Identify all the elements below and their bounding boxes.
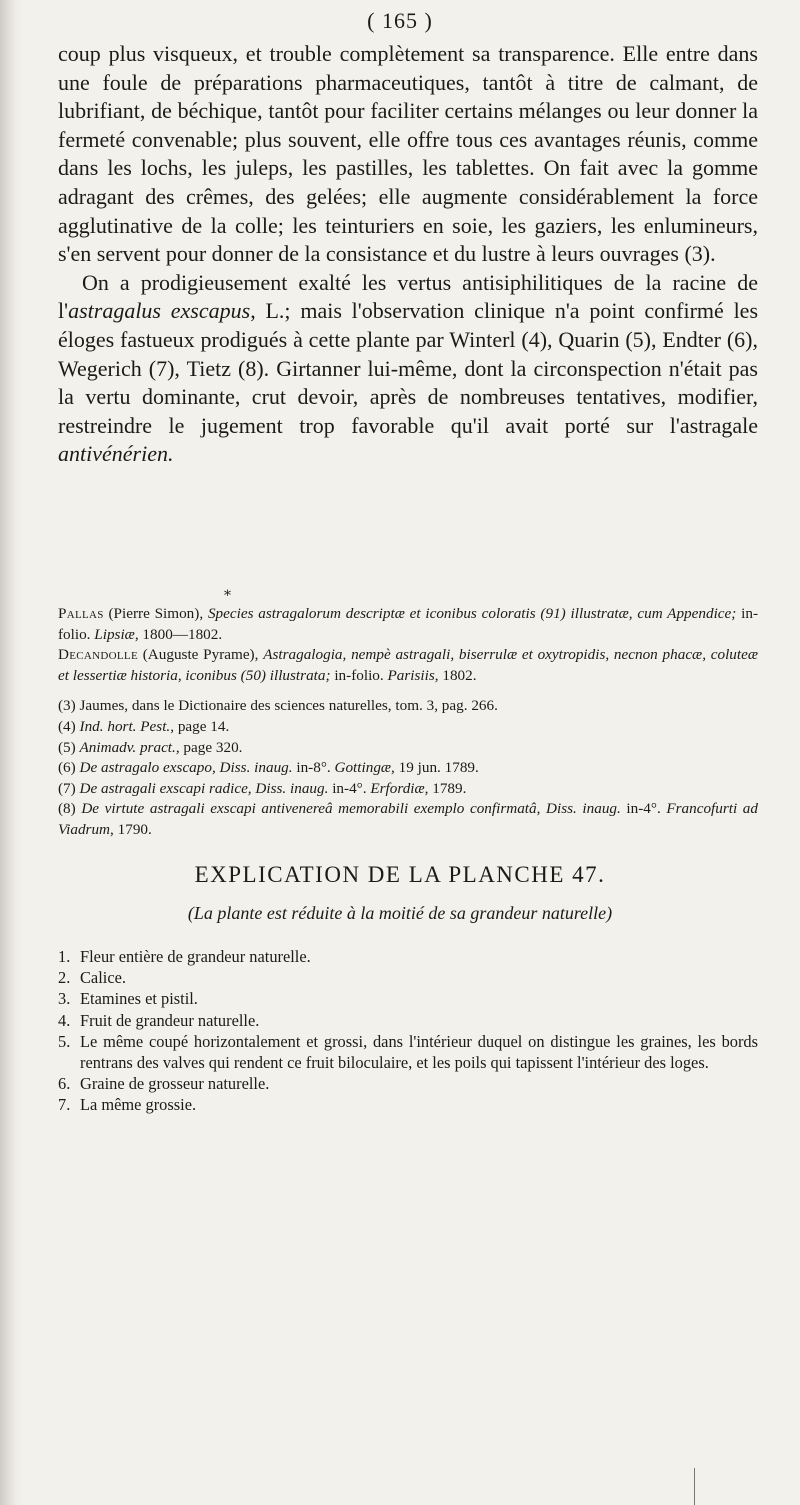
footnote-text: , page 320. — [175, 738, 243, 756]
legend-text: Le même coupé horizontalement et grossi, dans l'intérieur duquel on distingue les graines, les bords rentrans des valves qui rendent ce fruit biloculaire, et les poils qui tapissent l'intérieur des loges. — [80, 1031, 758, 1073]
bibliography-references — [58, 604, 758, 686]
legend-item — [58, 967, 758, 988]
reference-place: Lipsiæ — [94, 625, 135, 643]
footnote-text: in-4°. — [620, 800, 667, 818]
page-binding-edge — [0, 0, 22, 1505]
legend-number: 1. — [58, 947, 71, 966]
legend-item — [58, 1031, 758, 1073]
footnote-number: (5) — [58, 738, 76, 756]
reference-title: Species astragalorum descriptæ et iconibus coloratis (91) illustratæ, cum Appendice; — [207, 605, 737, 622]
plate-scale-note: (La plante est réduite à la moitié de sa grandeur naturelle) — [187, 903, 613, 923]
footnote-title: De virtute astragali exscapi antivenereâ memorabili exemplo confirmatâ, Diss. inaug. — [81, 800, 621, 818]
legend-item — [58, 1073, 758, 1094]
footnote-date: , 19 jun. 1789. — [391, 759, 479, 777]
paragraph-antisiphilitic — [58, 269, 758, 469]
footnote-date: , 1790. — [110, 820, 152, 838]
footnote-8 — [58, 799, 758, 840]
footnote-text: , page 14. — [170, 717, 230, 735]
footnote-6 — [58, 758, 758, 779]
legend-text: Fleur entière de grandeur naturelle. — [80, 947, 311, 966]
legend-item — [58, 946, 758, 967]
page-number: ( 165 ) — [367, 8, 433, 33]
paragraph-2-closing: antivénérien. — [58, 441, 174, 467]
legend-number: 3. — [58, 989, 71, 1009]
legend-number: 5. — [58, 1031, 71, 1051]
footnote-number: (7) — [58, 779, 76, 797]
legend-item — [58, 988, 758, 1009]
reference-author: Pallas — [58, 605, 104, 622]
footnote-number: (4) — [58, 717, 76, 735]
footnote-title: Ind. hort. Pest. — [79, 717, 171, 735]
footnote-title: De astragali exscapi radice, Diss. inaug. — [79, 779, 329, 797]
legend-text: Fruit de grandeur naturelle. — [80, 1010, 260, 1030]
footnote-number: (8) — [58, 800, 76, 818]
legend-text: Etamines et pistil. — [80, 989, 198, 1009]
footnote-text: Jaumes, dans le Dictionaire des sciences naturelles, tom. 3, pag. 266. — [75, 697, 498, 715]
footnote-title: De astragalo exscapo, Diss. inaug. — [79, 759, 293, 777]
footnotes — [58, 604, 758, 841]
reference-place: Parisiis — [387, 666, 435, 684]
footnote-title: Animadv. pract. — [79, 738, 176, 756]
legend-number: 7. — [58, 1095, 71, 1115]
separator-mark: * — [224, 588, 231, 604]
reference-decandolle — [58, 645, 758, 686]
footnote-text: in-8°. — [292, 759, 335, 777]
reference-title: Astragalogia, nempè astragali, biserrulæ et oxytropidis, necnon phacæ, coluteæ et lessertiæ historia, iconibus (50) illustrata; — [58, 646, 758, 684]
footnote-place: Erfordiæ — [370, 779, 425, 797]
paragraph-2-part-a: On a prodigieusement exalté les vertus antisiphilitiques de la racine de l' — [58, 269, 758, 324]
footnote-place: Gottingæ — [334, 759, 392, 777]
footnote-3 — [58, 696, 758, 717]
footnote-place: Francofurti ad Viadrum — [58, 800, 758, 838]
reference-author-note: (Pierre Simon), — [103, 605, 208, 622]
footnote-number: (3) — [58, 697, 76, 715]
legend-number: 6. — [58, 1074, 71, 1094]
legend-text: Calice. — [80, 968, 126, 988]
legend-text: Graine de grosseur naturelle. — [80, 1074, 270, 1094]
legend-number: 2. — [58, 968, 71, 988]
plate-explanation-heading: EXPLICATION DE LA PLANCHE 47. — [194, 862, 606, 887]
reference-author-note: (Auguste Pyrame), — [137, 646, 264, 664]
legend-item — [58, 1094, 758, 1115]
main-text — [58, 40, 758, 469]
reference-pallas — [58, 604, 758, 645]
reference-format: in-folio. — [58, 605, 759, 643]
numbered-footnotes — [58, 696, 758, 840]
plate-legend — [58, 946, 758, 1116]
margin-rule — [694, 1468, 695, 1505]
reference-date: , 1800—1802. — [134, 625, 223, 643]
footnote-date: , 1789. — [424, 779, 467, 797]
legend-text: La même grossie. — [80, 1095, 197, 1115]
paragraph-gum-uses: coup plus visqueux, et trouble complètement sa transparence. Elle entre dans une foule de préparations pharmaceutiques, tantôt à titre de calmant, de lubrifiant, de béchique, tantôt pour faciliter certains mélanges ou leur donner la fermeté convenable; plus souvent, elle offre tous ces avantages réunis, comme dans les lochs, les juleps, les pastilles, les tablettes. On fait avec la gomme adragant des crêmes, des gelées; elle augmente considérablement la force agglutinative de la colle; les teinturiers en soie, les gaziers, les enlumineurs, s'en servent pour donner de la consistance et du lustre à leurs ouvrages (3). — [58, 41, 758, 267]
species-name: astragalus exscapus — [68, 298, 251, 324]
legend-number: 4. — [58, 1010, 71, 1030]
reference-author: Decandolle — [58, 646, 138, 664]
footnote-text: in-4°. — [328, 779, 371, 797]
reference-date: , 1802. — [434, 666, 477, 684]
footnote-5 — [58, 738, 758, 759]
footnote-number: (6) — [58, 759, 76, 777]
footnote-4 — [58, 717, 758, 738]
legend-item — [58, 1010, 758, 1031]
reference-format: in-folio. — [330, 666, 388, 684]
paragraph-2-part-b: , L.; mais l'observation clinique n'a point confirmé les éloges fastueux prodigués à cette plante par Winterl (4), Quarin (5), Endter (6), Wegerich (7), Tietz (8). Girtanner lui-même, dont la circonspection n'était pas la vertu dominante, crut devoir, après de nombreuses tentatives, modifier, restreindre le jugement trop favorable qu'il avait porté sur l'astragale — [58, 298, 759, 438]
footnote-7 — [58, 779, 758, 800]
